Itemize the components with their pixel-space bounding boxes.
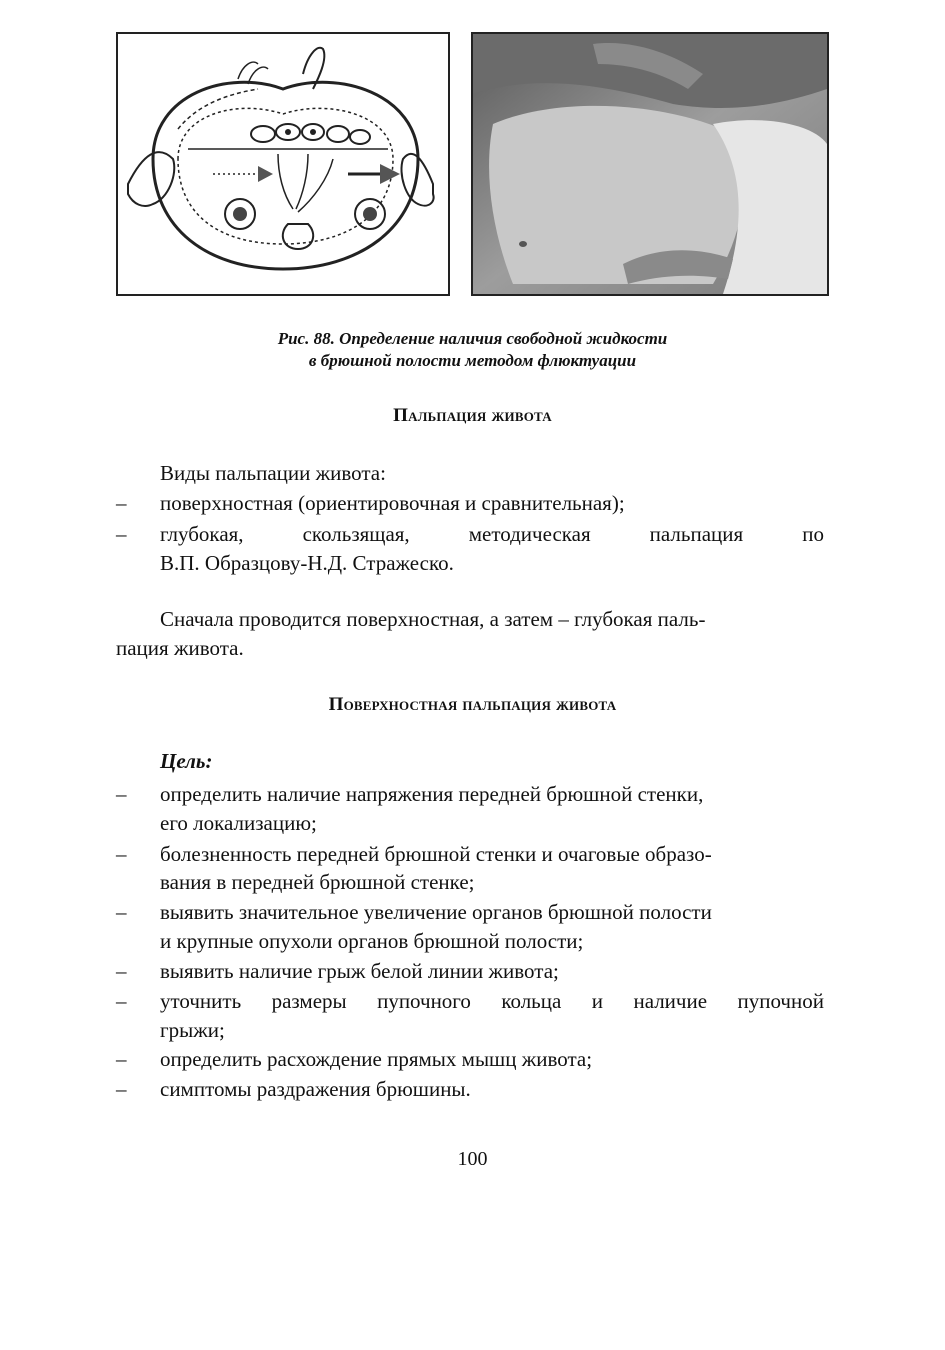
section-heading-palpation: Пальпация живота (393, 405, 552, 426)
figure-caption-line1: Рис. 88. Определение наличия свободной жидкости (277, 329, 668, 348)
word: наличие (633, 989, 708, 1013)
list-bullet: – (116, 1047, 127, 1071)
figure-drawing-abdomen-cross-section (116, 32, 450, 296)
list-bullet: – (116, 989, 127, 1013)
section-heading-surface-palpation: Поверхностная пальпация живота (328, 694, 617, 715)
list-item-continuation: В.П. Образцову-Н.Д. Стражеско. (160, 551, 454, 575)
goal-label: Цель: (160, 749, 213, 773)
list-bullet: – (116, 959, 127, 983)
list-item: определить наличие напряжения передней брюшной стенки, (160, 782, 704, 806)
paragraph-line: пация живота. (116, 636, 244, 660)
list-item: болезненность передней брюшной стенки и очаговые образо- (160, 842, 712, 866)
word: размеры (271, 989, 347, 1013)
list-item-continuation: и крупные опухоли органов брюшной полости; (160, 929, 584, 953)
word: скользящая, (302, 522, 410, 546)
word: пупочного (377, 989, 471, 1013)
list-item-justified (160, 521, 824, 547)
list-item: симптомы раздражения брюшины. (160, 1077, 471, 1101)
list-bullet: – (116, 491, 127, 515)
list-item-continuation: грыжи; (160, 1018, 225, 1042)
word: пальпация (649, 522, 744, 546)
photo-illustration (473, 34, 827, 294)
list-item: определить расхождение прямых мышц живота; (160, 1047, 593, 1071)
cross-section-illustration (118, 34, 448, 294)
figure-photo-fluctuation-method (471, 32, 829, 296)
list-bullet: – (116, 522, 127, 546)
word: и (591, 989, 604, 1013)
list-item-continuation: вания в передней брюшной стенке; (160, 870, 475, 894)
list-bullet: – (116, 842, 127, 866)
word: по (802, 522, 824, 546)
word: методическая (468, 522, 591, 546)
word: уточнить (160, 989, 242, 1013)
intro-text: Виды пальпации живота: (160, 461, 386, 485)
figure-caption-line2: в брюшной полости методом флюктуации (308, 351, 637, 370)
word: кольца (501, 989, 562, 1013)
paragraph-line: Сначала проводится поверхностная, а затем – глубокая паль- (160, 607, 706, 631)
list-bullet: – (116, 900, 127, 924)
list-bullet: – (116, 1077, 127, 1101)
list-item: выявить наличие грыж белой линии живота; (160, 959, 559, 983)
page-number: 100 (457, 1148, 488, 1170)
list-item: выявить значительное увеличение органов брюшной полости (160, 900, 712, 924)
list-item: поверхностная (ориентировочная и сравнительная); (160, 491, 625, 515)
word: пупочной (737, 989, 824, 1013)
list-bullet: – (116, 782, 127, 806)
list-item-continuation: его локализацию; (160, 811, 317, 835)
list-item-justified (160, 988, 824, 1014)
word: глубокая, (160, 522, 244, 546)
